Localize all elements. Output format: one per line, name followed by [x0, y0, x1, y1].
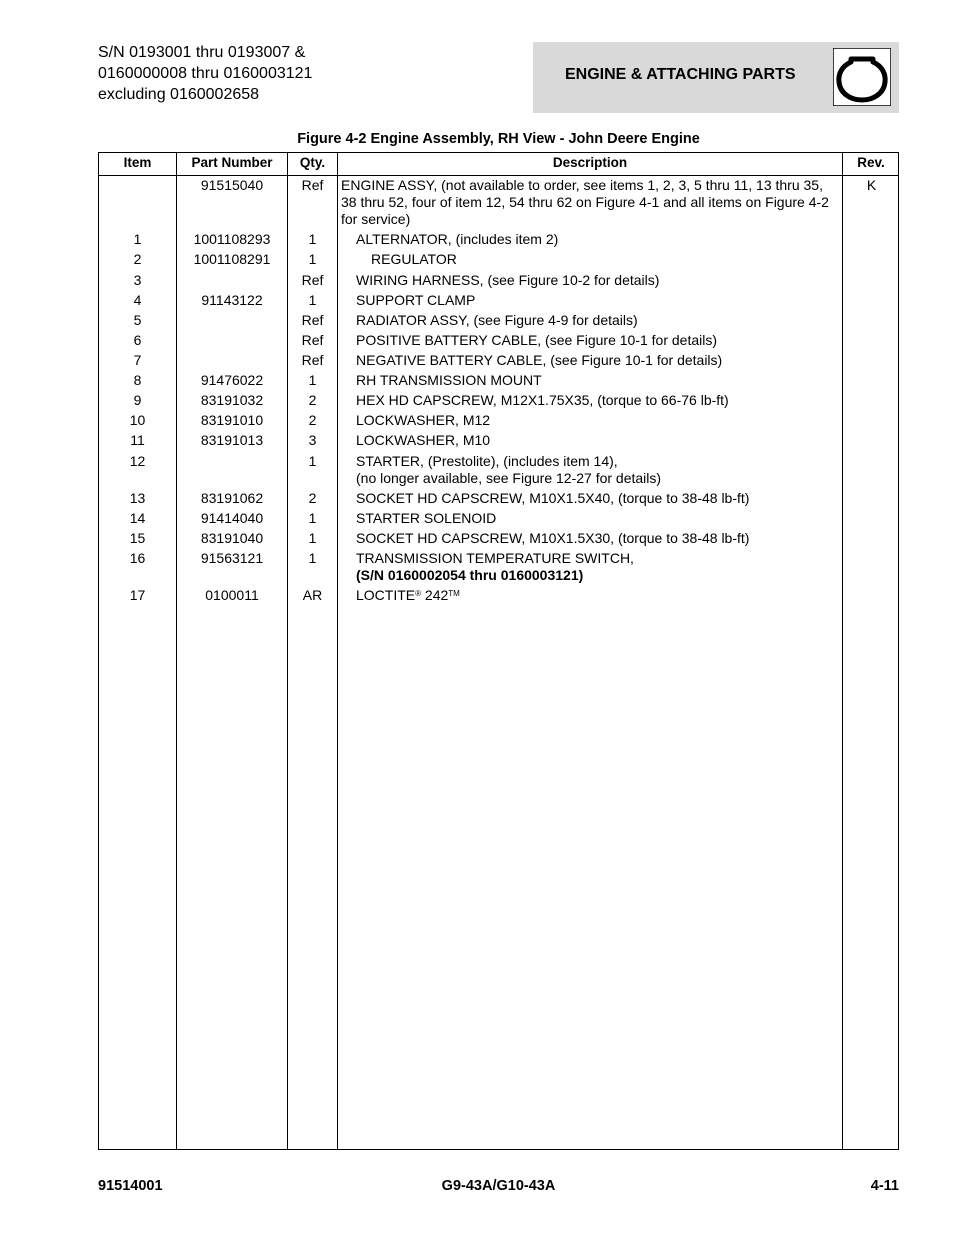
- description-cell: SOCKET HD CAPSCREW, M10X1.5X40, (torque to 38-48 lb-ft): [356, 490, 750, 506]
- part-number-cell: 1001108291: [193, 251, 271, 267]
- description-cell: REGULATOR: [371, 251, 457, 267]
- description-cell: STARTER SOLENOID: [356, 510, 497, 526]
- item-cell: 5: [133, 312, 142, 328]
- section-header: [533, 42, 899, 113]
- serial-line: 0160000008 thru 0160003121: [98, 65, 313, 82]
- item-cell: 6: [133, 332, 142, 348]
- page-number: 4-11: [870, 1178, 899, 1194]
- item-cell: 9: [133, 392, 142, 408]
- description-cell: RADIATOR ASSY, (see Figure 4-9 for details): [356, 312, 638, 328]
- description-cell: RH TRANSMISSION MOUNT: [356, 372, 542, 388]
- header-rev: Rev.: [857, 155, 885, 170]
- description-cell: LOCKWASHER, M12: [356, 412, 491, 428]
- description-cell: [341, 453, 848, 487]
- qty-cell: 1: [308, 292, 317, 308]
- item-cell: 12: [129, 453, 146, 469]
- section-title: ENGINE & ATTACHING PARTS: [565, 66, 796, 83]
- part-number-cell: 83191032: [200, 392, 264, 408]
- qty-cell: Ref: [301, 177, 324, 193]
- qty-cell: 2: [308, 412, 317, 428]
- part-number-cell: 83191062: [200, 490, 264, 506]
- registered-mark: ®: [415, 589, 422, 598]
- item-cell: 3: [133, 272, 142, 288]
- item-cell: 13: [129, 490, 146, 506]
- part-number-cell: 91414040: [200, 510, 264, 526]
- part-number-cell: 91476022: [200, 372, 264, 388]
- part-number-cell: 1001108293: [193, 231, 271, 247]
- description-cell: LOCKWASHER, M10: [356, 432, 491, 448]
- qty-cell: 1: [308, 453, 317, 469]
- trademark-mark: TM: [448, 589, 460, 598]
- description-cell: ENGINE ASSY, (not available to order, see items 1, 2, 3, 5 thru 11, 13 thru 35, 38 thru 52, four of item 12, 54 thru 62 on Figure 4-1 and all items on Figure 4-2 for service): [341, 177, 829, 227]
- description-cell: POSITIVE BATTERY CABLE, (see Figure 10-1 for details): [356, 332, 718, 348]
- part-number-cell: 83191010: [200, 412, 264, 428]
- qty-cell: AR: [302, 587, 323, 603]
- qty-cell: 1: [308, 510, 317, 526]
- qty-cell: 2: [308, 392, 317, 408]
- description-cell: SUPPORT CLAMP: [356, 292, 476, 308]
- part-number-cell: 83191040: [200, 530, 264, 546]
- qty-cell: 1: [308, 530, 317, 546]
- figure-title: Figure 4-2 Engine Assembly, RH View - John Deere Engine: [297, 131, 700, 147]
- description-cell: [341, 587, 848, 604]
- qty-cell: Ref: [301, 272, 324, 288]
- part-number-cell: 83191013: [200, 432, 264, 448]
- engine-icon: [833, 48, 891, 106]
- item-cell: 15: [129, 530, 146, 546]
- description-cell: WIRING HARNESS, (see Figure 10-2 for details): [356, 272, 660, 288]
- item-cell: 16: [129, 550, 146, 566]
- qty-cell: Ref: [301, 332, 324, 348]
- header-part-number: Part Number: [191, 155, 273, 170]
- qty-cell: 1: [308, 251, 317, 267]
- header-description: Description: [552, 155, 628, 170]
- part-number-cell: 91143122: [201, 292, 263, 308]
- description-cell: NEGATIVE BATTERY CABLE, (see Figure 10-1 for details): [356, 352, 723, 368]
- item-cell: 10: [129, 412, 146, 428]
- header-divider: [99, 175, 898, 176]
- column-divider: [337, 153, 338, 1149]
- item-cell: 1: [133, 231, 142, 247]
- serial-line: S/N 0193001 thru 0193007 &: [98, 44, 306, 61]
- qty-cell: 2: [308, 490, 317, 506]
- item-cell: 11: [130, 432, 145, 448]
- qty-cell: 3: [308, 432, 317, 448]
- description-line: TRANSMISSION TEMPERATURE SWITCH,: [356, 550, 634, 566]
- header-item: Item: [123, 155, 152, 170]
- description-cell: HEX HD CAPSCREW, M12X1.75X35, (torque to 66-76 lb-ft): [356, 392, 729, 408]
- description-cell: [341, 550, 848, 584]
- qty-cell: 1: [308, 231, 317, 247]
- description-line: STARTER, (Prestolite), (includes item 14),: [356, 453, 618, 469]
- serial-range-note: (S/N 0160002054 thru 0160003121): [356, 567, 584, 583]
- item-cell: 8: [133, 372, 142, 388]
- part-number-cell: 91563121: [200, 550, 264, 566]
- parts-table: [98, 152, 899, 1150]
- item-cell: 7: [133, 352, 142, 368]
- part-number-cell: 0100011: [205, 587, 259, 603]
- model-number: G9-43A/G10-43A: [441, 1178, 556, 1194]
- item-cell: 14: [129, 510, 146, 526]
- serial-number-range: [98, 42, 312, 105]
- part-number-cell: 91515040: [200, 177, 264, 193]
- document-number: 91514001: [98, 1178, 163, 1194]
- description-cell: ALTERNATOR, (includes item 2): [356, 231, 559, 247]
- qty-cell: Ref: [301, 352, 324, 368]
- item-cell: 17: [129, 587, 146, 603]
- item-cell: 4: [133, 292, 142, 308]
- description-text: LOCTITE: [356, 587, 416, 603]
- serial-line: excluding 0160002658: [98, 86, 260, 103]
- header-qty: Qty.: [299, 155, 326, 170]
- qty-cell: 1: [308, 372, 317, 388]
- description-number: 242: [421, 587, 449, 603]
- qty-cell: Ref: [301, 312, 324, 328]
- description-note: (no longer available, see Figure 12-27 for details): [356, 470, 662, 486]
- item-cell: 2: [133, 251, 142, 267]
- description-cell: SOCKET HD CAPSCREW, M10X1.5X30, (torque to 38-48 lb-ft): [356, 530, 750, 546]
- qty-cell: 1: [308, 550, 317, 566]
- rev-cell: K: [866, 177, 877, 193]
